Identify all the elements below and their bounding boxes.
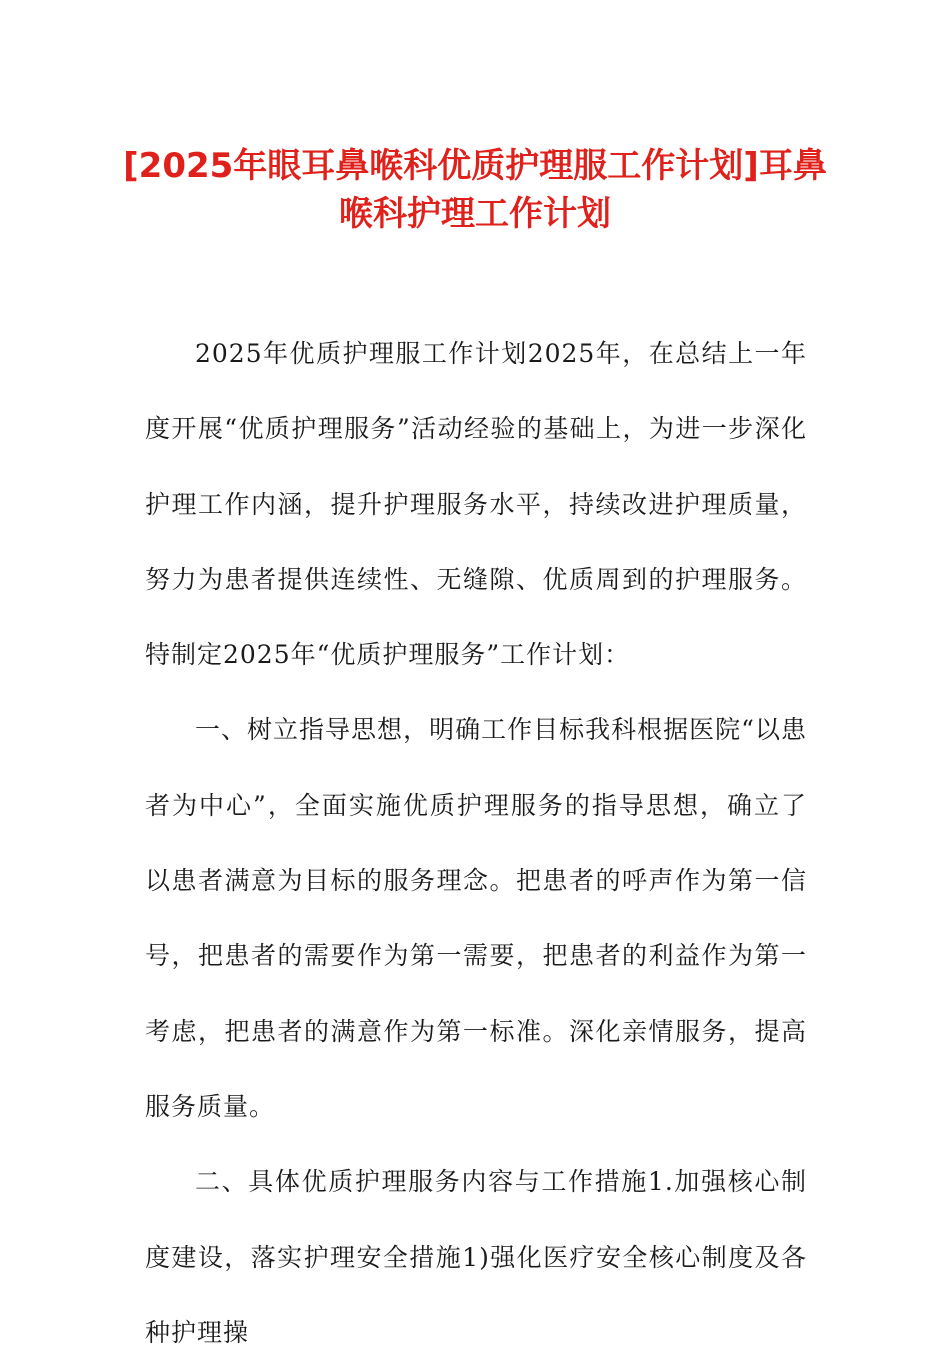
document-body (145, 316, 807, 1370)
paragraph-section-one: 一、树立指导思想，明确工作目标我科根据医院“以患者为中心”，全面实施优质护理服务的指导思想，确立了以患者满意为目标的服务理念。把患者的呼声作为第一信号，把患者的需要作为第一需要，把患者的利益作为第一考虑，把患者的满意作为第一标准。深化亲情服务，提高服务质量。 (145, 715, 807, 1121)
document-title: [2025年眼耳鼻喉科优质护理服工作计划]耳鼻喉科护理工作计划 (123, 146, 827, 234)
paragraph-section-two: 二、具体优质护理服务内容与工作措施1.加强核心制度建设，落实护理安全措施1)强化医疗安全核心制度及各种护理操 (145, 1167, 807, 1347)
paragraph-intro: 2025年优质护理服工作计划2025年，在总结上一年度开展“优质护理服务”活动经验的基础上，为进一步深化护理工作内涵，提升护理服务水平，持续改进护理质量，努力为患者提供连续性、无缝隙、优质周到的护理服务。特制定2025年“优质护理服务”工作计划： (145, 339, 807, 670)
